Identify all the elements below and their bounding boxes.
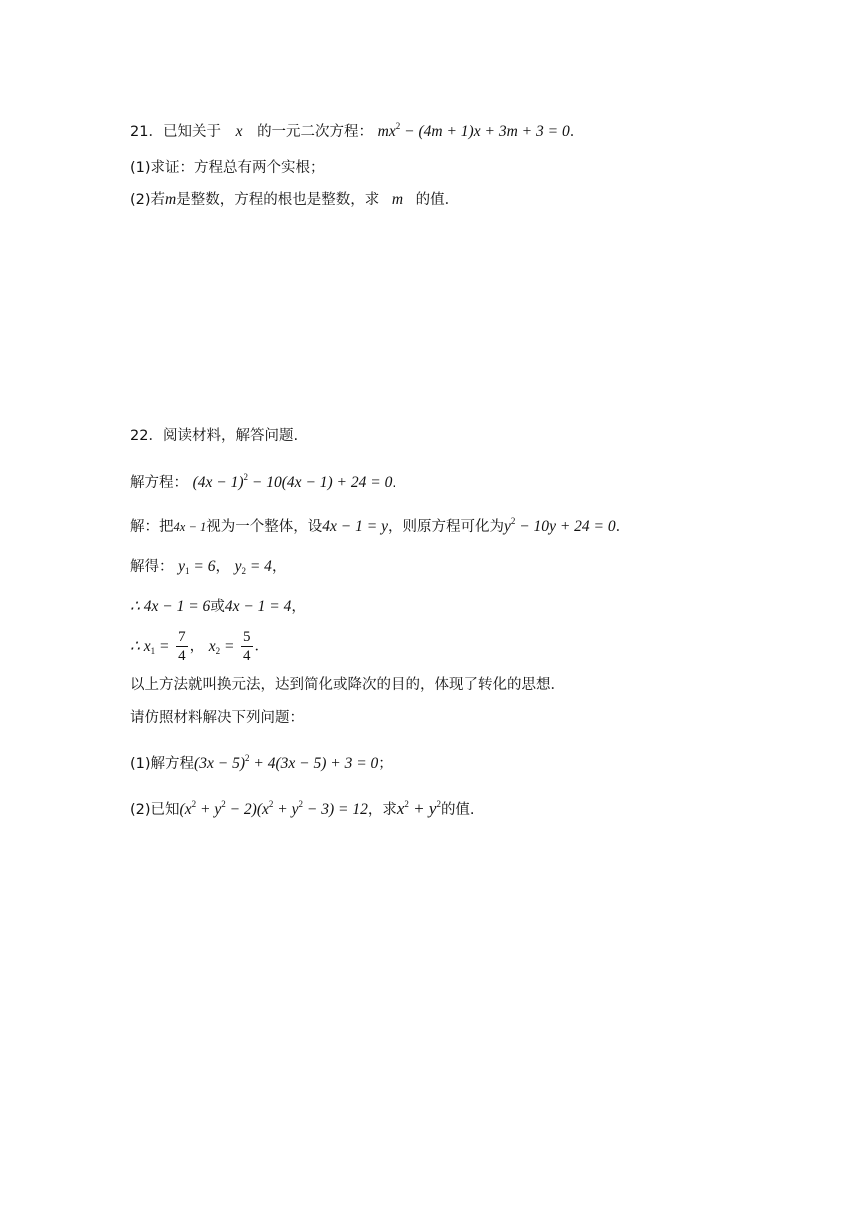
q21-part1: (1)求证：方程总有两个实根； bbox=[130, 160, 325, 176]
q22-part2-line bbox=[130, 794, 475, 820]
q21-part2-m2: m bbox=[391, 191, 404, 208]
q22-stem: 22．阅读材料，解答问题. bbox=[130, 428, 299, 444]
q22-equation: $(4x - 1)^2 - 10(4x - 1) + 24 = 0$ bbox=[192, 472, 393, 491]
q22-x1-lhs: ∴ $x_1$ = bbox=[130, 637, 170, 656]
q22-sol-sub: 4x − 1 = y bbox=[322, 518, 388, 535]
q21-part2-c: 的值． bbox=[415, 192, 460, 208]
q22-solved-label: 解得： bbox=[130, 559, 174, 575]
q21-part2-m: m bbox=[165, 191, 177, 208]
q22-sol-label: 解：把 bbox=[130, 519, 174, 535]
q22-part1-label: (1)解方程 bbox=[130, 756, 195, 772]
q22-summary: 以上方法就叫换元法，达到简化或降次的目的，体现了转化的思想． bbox=[130, 677, 565, 693]
q22-x2-num: 5 bbox=[243, 629, 251, 645]
q22-y1: $y_1 = 6$ bbox=[178, 558, 216, 576]
q22-sol-expr: 4x − 1 bbox=[173, 520, 207, 534]
q22-x1-num: 7 bbox=[178, 629, 186, 645]
q21-part2-a: (2)若 bbox=[130, 192, 166, 208]
q22-part1-line: (1)解方程$(3x - 5)^2 + 4(3x - 5) + 3 = 0$； bbox=[130, 753, 393, 772]
q22-part2-eq: $(x^2 + y^2 - 2)(x^2 + y^2 - 3) = 12$ bbox=[179, 799, 368, 818]
q22-part2-target: $x^2 + y^2$ bbox=[396, 799, 441, 818]
q21-equation: $mx^2 - (4m + 1)x + 3m + 3 = 0$ bbox=[377, 121, 570, 140]
q21-part2-b: 是整数，方程的根也是整数，求 bbox=[176, 192, 380, 208]
q22-x2-den: 4 bbox=[243, 648, 251, 664]
q22-x1-den: 4 bbox=[178, 648, 186, 664]
q21-part2-line bbox=[130, 190, 459, 210]
q22-sol-new-eq: $y^2 - 10y + 24 = 0$ bbox=[503, 516, 616, 535]
q22-part2-label: (2)已知 bbox=[130, 802, 180, 818]
q22-x1-fraction bbox=[176, 628, 188, 665]
q22-therefore1-line: ∴ 4x − 1 = 6或4x − 1 = 4， bbox=[130, 598, 306, 615]
q22-solution-line: 解：把4x − 1视为一个整体，设4x − 1 = y，则原方程可化为$y^2 - 10y + 24 = 0$． bbox=[130, 516, 631, 535]
q21-stem-tail: 的一元二次方程： bbox=[257, 124, 374, 140]
q22-part2-mid: ，求 bbox=[367, 802, 397, 818]
q22-therefore1-a: ∴ 4x − 1 = 6 bbox=[130, 598, 211, 615]
q22-instruction: 请仿照材料解决下列问题： bbox=[130, 710, 304, 726]
q21-var-x: x bbox=[235, 123, 243, 140]
q22-solved-line: 解得： $y_1 = 6$， $y_2 = 4$， bbox=[130, 558, 287, 576]
q22-therefore1-b: 4x − 1 = 4 bbox=[224, 598, 292, 615]
q22-x2-fraction bbox=[241, 628, 253, 665]
q21-stem-line bbox=[130, 116, 584, 142]
q21-end-mark: ． bbox=[569, 124, 585, 140]
q22-part2-end: 的值. bbox=[440, 802, 475, 818]
q22-roots-line: ∴ $x_1$ = $\frac{7}{4}$ ， $x_2$ = $\frac{5}{4}$ ． bbox=[130, 629, 270, 664]
q22-sol-mid: 视为一个整体，设 bbox=[206, 519, 323, 535]
q22-y2: $y_2 = 4$ bbox=[234, 558, 272, 576]
q22-equation-line: 解方程： $(4x - 1)^2 - 10(4x - 1) + 24 = 0$. bbox=[130, 472, 397, 491]
q22-sol-mid2: ，则原方程可化为 bbox=[387, 519, 504, 535]
q22-x2-lhs: $x_2$ = bbox=[208, 637, 235, 656]
q21-stem: 21．已知关于 bbox=[130, 124, 221, 140]
q22-eq-label: 解方程： bbox=[130, 475, 188, 491]
q22-therefore1-or: 或 bbox=[210, 599, 225, 615]
q22-part1-eq: $(3x - 5)^2 + 4(3x - 5) + 3 = 0$ bbox=[194, 753, 379, 772]
